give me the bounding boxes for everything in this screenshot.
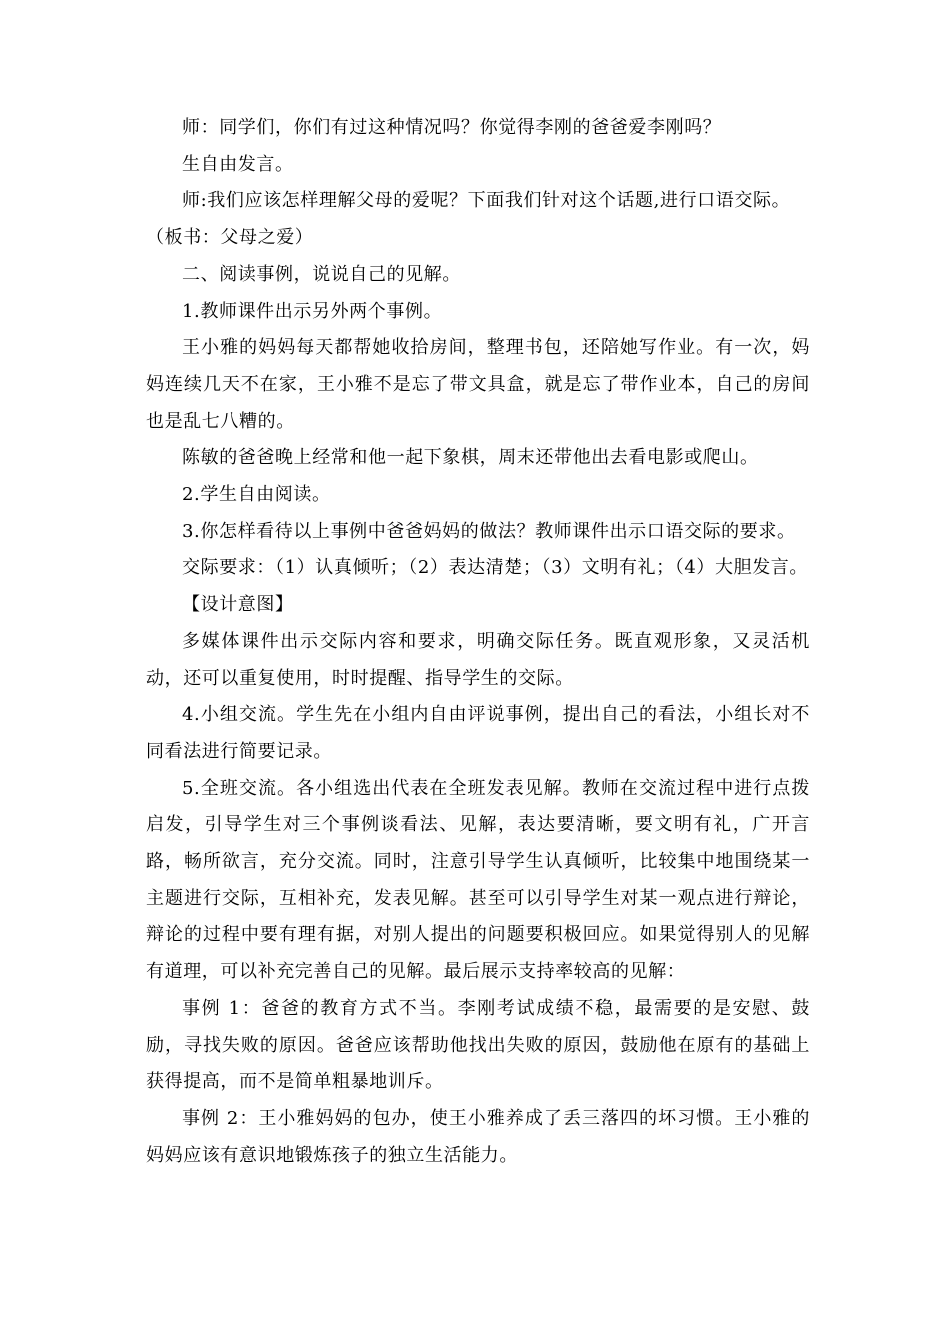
step-5: 5.全班交流。各小组选出代表在全班发表见解。教师在交流过程中进行点拨启发，引导学生对三个事例谈看法、见解，表达要清晰，要文明有礼，广开言路，畅所欲言，充分交流。同时，注意引导学生认真倾听，比较集中地围绕某一主题进行交际，互相补充，发表见解。甚至可以引导学生对某一观点进行辩论，辩论的过程中要有理有据，对别人提出的问题要积极回应。如果觉得别人的见解有道理，可以补充完善自己的见解。最后展示支持率较高的见解：	[146, 777, 810, 983]
design-intent-heading: 【设计意图】	[182, 594, 294, 616]
step-2: 2.学生自由阅读。	[182, 484, 331, 506]
step-1: 1.教师课件出示另外两个事例。	[182, 300, 443, 322]
paragraph-student-speech: 生自由发言。	[182, 153, 294, 175]
example-chen-min: 陈敏的爸爸晚上经常和他一起下象棋，周末还带他出去看电影或爬山。	[182, 447, 759, 469]
conclusion-example-1: 事例 1：爸爸的教育方式不当。李刚考试成绩不稳，最需要的是安慰、鼓励，寻找失败的原因。爸爸应该帮助他找出失败的原因，鼓励他在原有的基础上获得提高，而不是简单粗暴地训斥。	[146, 997, 810, 1093]
step-4: 4.小组交流。学生先在小组内自由评说事例，提出自己的看法，小组长对不同看法进行简要记录。	[146, 704, 810, 762]
design-intent-text: 多媒体课件出示交际内容和要求，明确交际任务。既直观形象，又灵活机动，还可以重复使用，时时提醒、指导学生的交际。	[146, 630, 810, 689]
paragraph-board-note: （板书：父母之爱）	[146, 227, 314, 249]
paragraph-teacher-topic: 师:我们应该怎样理解父母的爱呢？下面我们针对这个话题,进行口语交际。	[182, 190, 791, 212]
communication-requirements: 交际要求：（1）认真倾听；（2）表达清楚；（3）文明有礼；（4）大胆发言。	[182, 557, 809, 579]
paragraph-teacher-question: 师：同学们，你们有过这种情况吗？你觉得李刚的爸爸爱李刚吗？	[182, 117, 722, 138]
conclusion-example-2: 事例 2：王小雅妈妈的包办，使王小雅养成了丢三落四的坏习惯。王小雅的妈妈应该有意识地锻炼孩子的独立生活能力。	[146, 1107, 810, 1166]
section-heading-read-examples: 二、阅读事例，说说自己的见解。	[182, 263, 461, 285]
example-wang-xiaoya: 王小雅的妈妈每天都帮她收拾房间，整理书包，还陪她写作业。有一次，妈妈连续几天不在家，王小雅不是忘了带文具盒，就是忘了带作业本，自己的房间也是乱七八糟的。	[146, 337, 810, 432]
step-3: 3.你怎样看待以上事例中爸爸妈妈的做法？教师课件出示口语交际的要求。	[182, 520, 796, 542]
document-page	[146, 110, 810, 1174]
